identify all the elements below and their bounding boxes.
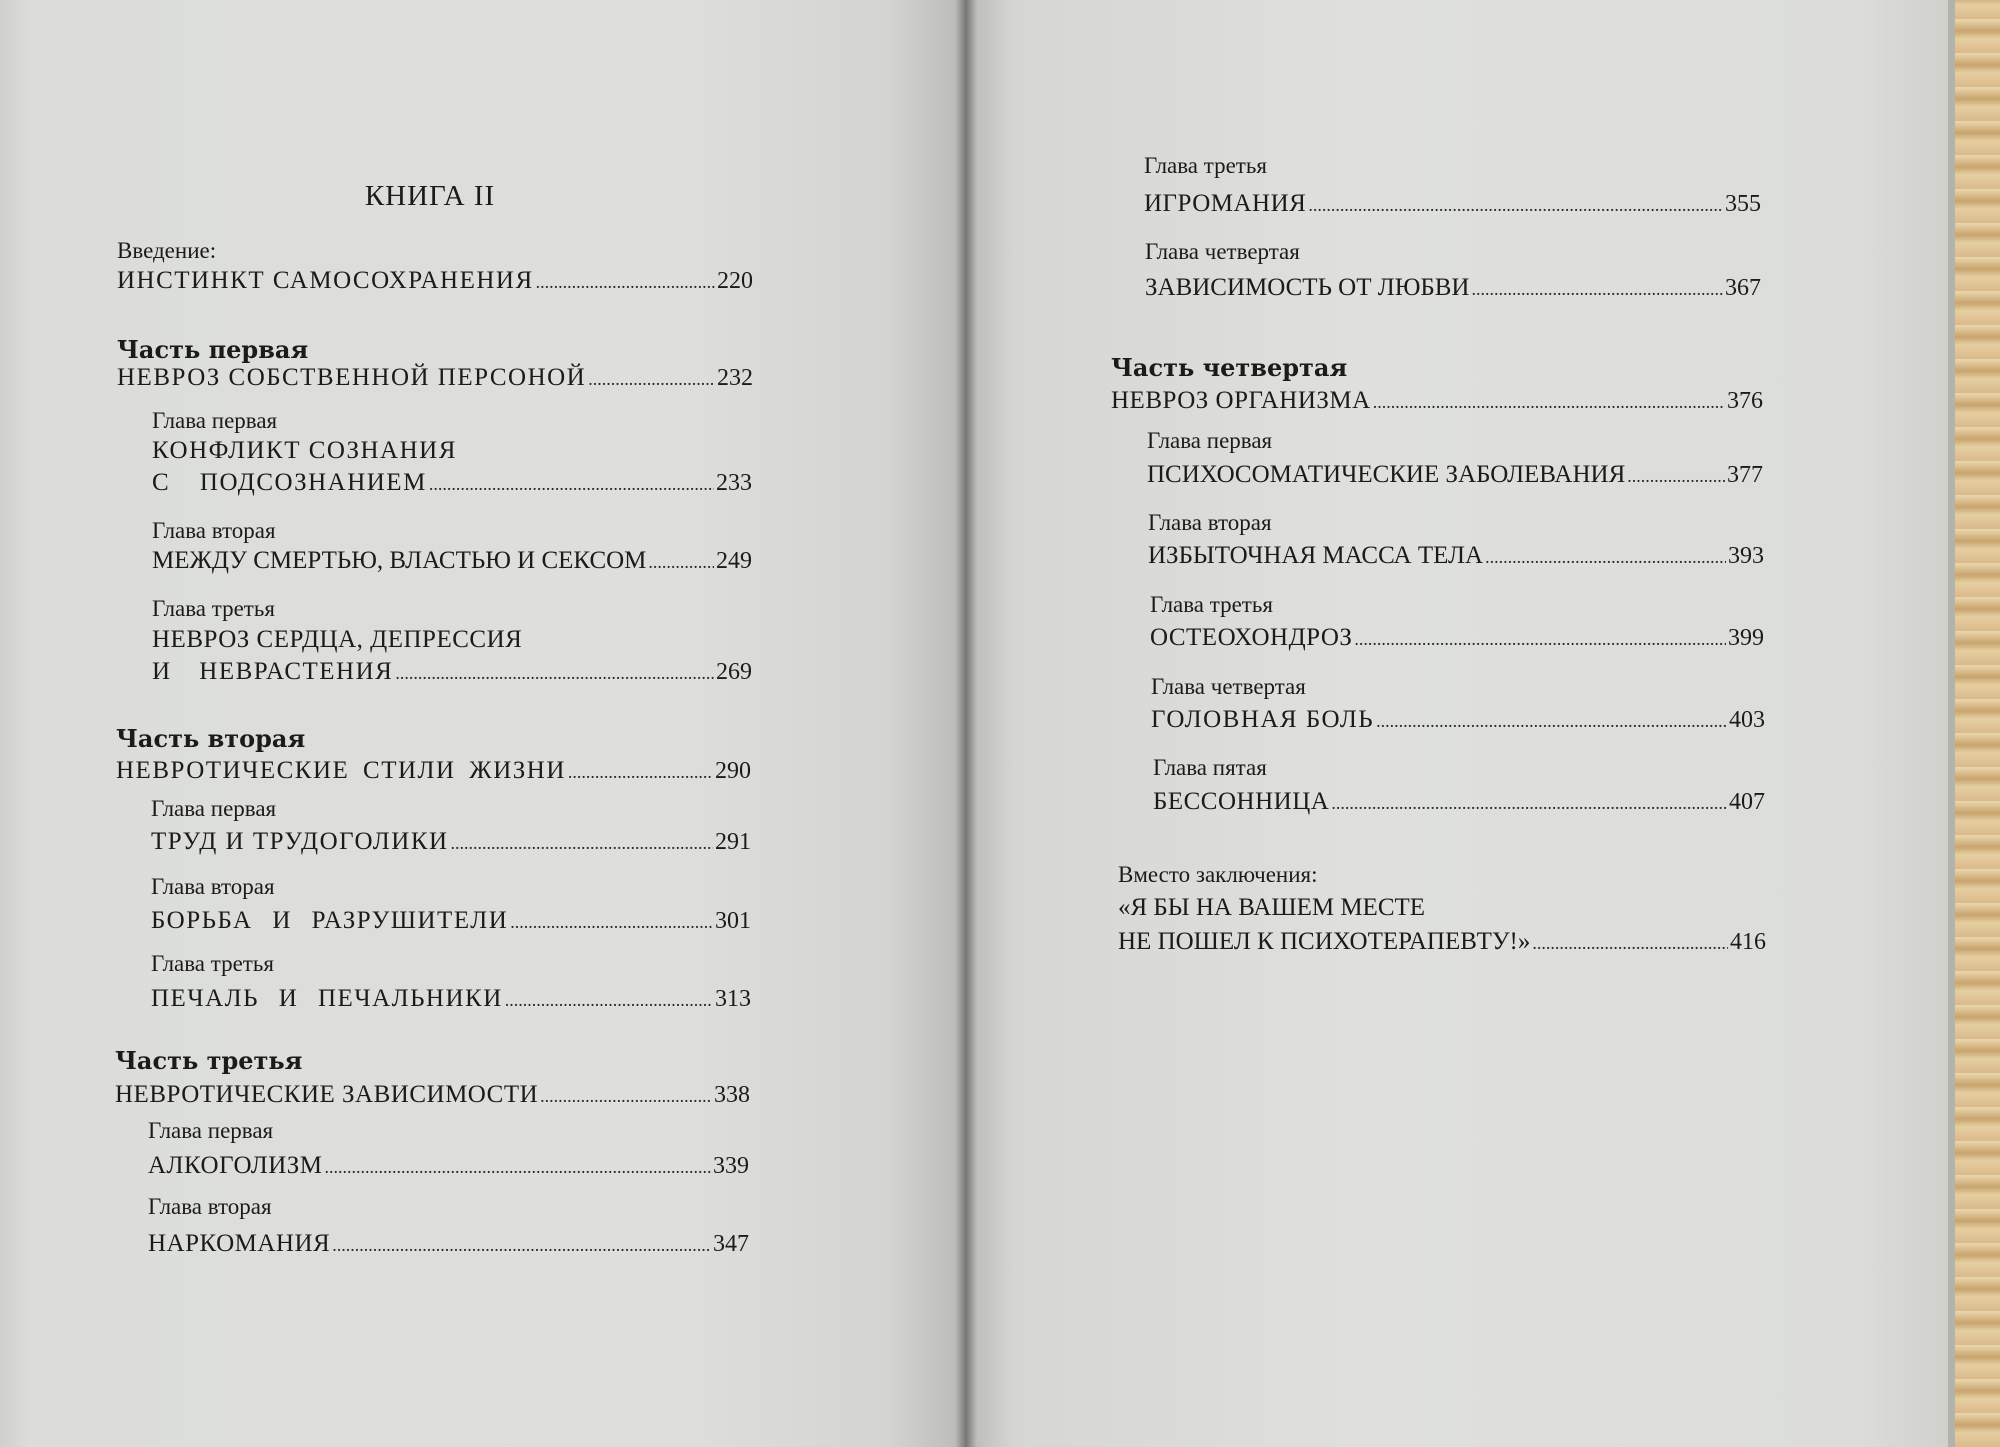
entry-title-line2: И НЕВРАСТЕНИЯ <box>152 658 394 685</box>
right-page <box>965 0 1955 1447</box>
entry-title: НЕВРОТИЧЕСКИЕ ЗАВИСИМОСТИ <box>115 1081 539 1108</box>
part-label: Часть третья <box>115 1046 303 1075</box>
part-label: Часть вторая <box>116 724 306 753</box>
intro-label: Введение: <box>117 238 217 263</box>
page-number: 376 <box>1727 388 1763 414</box>
chapter-label: Глава третья <box>151 951 274 976</box>
chapter-label: Глава вторая <box>148 1194 272 1219</box>
page-number: 220 <box>717 268 753 294</box>
entry-title: ПЕЧАЛЬ И ПЕЧАЛЬНИКИ <box>151 985 503 1012</box>
page-number: 367 <box>1725 275 1761 301</box>
entry-title: ЗАВИСИМОСТЬ ОТ ЛЮБВИ <box>1145 274 1470 301</box>
toc-entry-intro <box>117 265 753 298</box>
book-title: КНИГА II <box>364 180 496 212</box>
page-number: 377 <box>1727 462 1763 488</box>
page-number: 416 <box>1730 929 1766 955</box>
chapter-label: Глава третья <box>1150 592 1273 617</box>
toc-entry-part3 <box>115 1079 750 1112</box>
toc-entry-chapter <box>1148 540 1764 573</box>
entry-title: ИНСТИНКТ САМОСОХРАНЕНИЯ <box>117 267 534 294</box>
entry-title-line1: НЕВРОЗ СЕРДЦА, ДЕПРЕССИЯ <box>152 626 523 653</box>
entry-title: ГОЛОВНАЯ БОЛЬ <box>1151 706 1375 733</box>
chapter-label: Глава четвертая <box>1145 239 1300 264</box>
entry-title: БОРЬБА И РАЗРУШИТЕЛИ <box>151 907 509 934</box>
entry-title-line2: С ПОДСОЗНАНИЕМ <box>152 469 427 496</box>
entry-title: МЕЖДУ СМЕРТЬЮ, ВЛАСТЬЮ И СЕКСОМ <box>152 547 647 574</box>
page-number: 233 <box>716 470 752 496</box>
toc-entry-part2 <box>116 755 751 788</box>
toc-entry-chapter <box>152 435 752 500</box>
chapter-label: Глава первая <box>151 796 277 821</box>
chapter-label: Глава вторая <box>151 874 275 899</box>
page-number: 291 <box>715 829 751 855</box>
page-number: 338 <box>714 1082 750 1108</box>
entry-title: ИЗБЫТОЧНАЯ МАССА ТЕЛА <box>1148 542 1484 569</box>
page-number: 301 <box>715 908 751 934</box>
entry-title: ОСТЕОХОНДРОЗ <box>1150 624 1353 651</box>
toc-entry-chapter <box>1144 188 1761 221</box>
entry-title: НЕВРОЗ СОБСТВЕННОЙ ПЕРСОНОЙ <box>117 364 587 391</box>
toc-entry-part4 <box>1111 385 1763 418</box>
page-number: 407 <box>1729 789 1765 815</box>
entry-title-line2: НЕ ПОШЕЛ К ПСИХОТЕРАПЕВТУ!» <box>1118 928 1531 955</box>
toc-entry-part1 <box>117 362 753 395</box>
toc-entry-conclusion <box>1118 891 1766 960</box>
toc-entry-chapter <box>1145 272 1761 305</box>
entry-title: НЕВРОТИЧЕСКИЕ СТИЛИ ЖИЗНИ <box>116 757 566 784</box>
part-label: Часть первая <box>117 335 309 364</box>
page-number: 249 <box>716 548 752 574</box>
chapter-label: Глава четвертая <box>1151 674 1306 699</box>
entry-title: БЕССОННИЦА <box>1153 788 1330 815</box>
page-number: 313 <box>715 986 751 1012</box>
page-number: 393 <box>1728 543 1764 569</box>
page-number: 399 <box>1728 625 1764 651</box>
toc-entry-chapter <box>152 624 752 689</box>
entry-title: НАРКОМАНИЯ <box>148 1230 331 1257</box>
page-number: 269 <box>716 659 752 685</box>
entry-title-line1: КОНФЛИКТ СОЗНАНИЯ <box>152 437 457 464</box>
toc-entry-chapter <box>148 1150 749 1183</box>
part-label: Часть четвертая <box>1111 353 1348 382</box>
toc-entry-chapter <box>151 826 751 859</box>
page-number: 347 <box>713 1231 749 1257</box>
page-number: 355 <box>1725 191 1761 217</box>
toc-entry-chapter <box>148 1228 749 1261</box>
conclusion-label: Вместо заключения: <box>1118 862 1318 887</box>
chapter-label: Глава третья <box>152 596 275 621</box>
chapter-label: Глава пятая <box>1153 755 1267 780</box>
entry-title: ТРУД И ТРУДОГОЛИКИ <box>151 828 449 855</box>
toc-entry-chapter <box>1153 786 1765 819</box>
page-number: 339 <box>713 1153 749 1179</box>
entry-title-line1: «Я БЫ НА ВАШЕМ МЕСТЕ <box>1118 894 1426 921</box>
entry-title: ИГРОМАНИЯ <box>1144 190 1307 217</box>
entry-title: НЕВРОЗ ОРГАНИЗМА <box>1111 387 1371 414</box>
entry-title: ПСИХОСОМАТИЧЕСКИЕ ЗАБОЛЕВАНИЯ <box>1147 461 1626 488</box>
toc-entry-chapter <box>1150 622 1764 655</box>
chapter-label: Глава первая <box>1147 428 1273 453</box>
entry-title: АЛКОГОЛИЗМ <box>148 1152 323 1179</box>
chapter-label: Глава вторая <box>1148 510 1272 535</box>
book-gutter <box>955 0 977 1447</box>
toc-entry-chapter <box>1151 704 1765 737</box>
left-page <box>0 0 965 1447</box>
chapter-label: Глава первая <box>148 1118 274 1143</box>
book-cover-edge <box>1955 0 2000 1447</box>
toc-entry-chapter <box>151 983 751 1016</box>
chapter-label: Глава вторая <box>152 518 276 543</box>
chapter-label: Глава третья <box>1144 153 1267 178</box>
page-number: 290 <box>715 758 751 784</box>
toc-entry-chapter <box>151 905 751 938</box>
chapter-label: Глава первая <box>152 408 278 433</box>
page-number: 403 <box>1729 707 1765 733</box>
toc-entry-chapter <box>1147 459 1763 492</box>
page-number: 232 <box>717 365 753 391</box>
toc-entry-chapter <box>152 545 752 578</box>
